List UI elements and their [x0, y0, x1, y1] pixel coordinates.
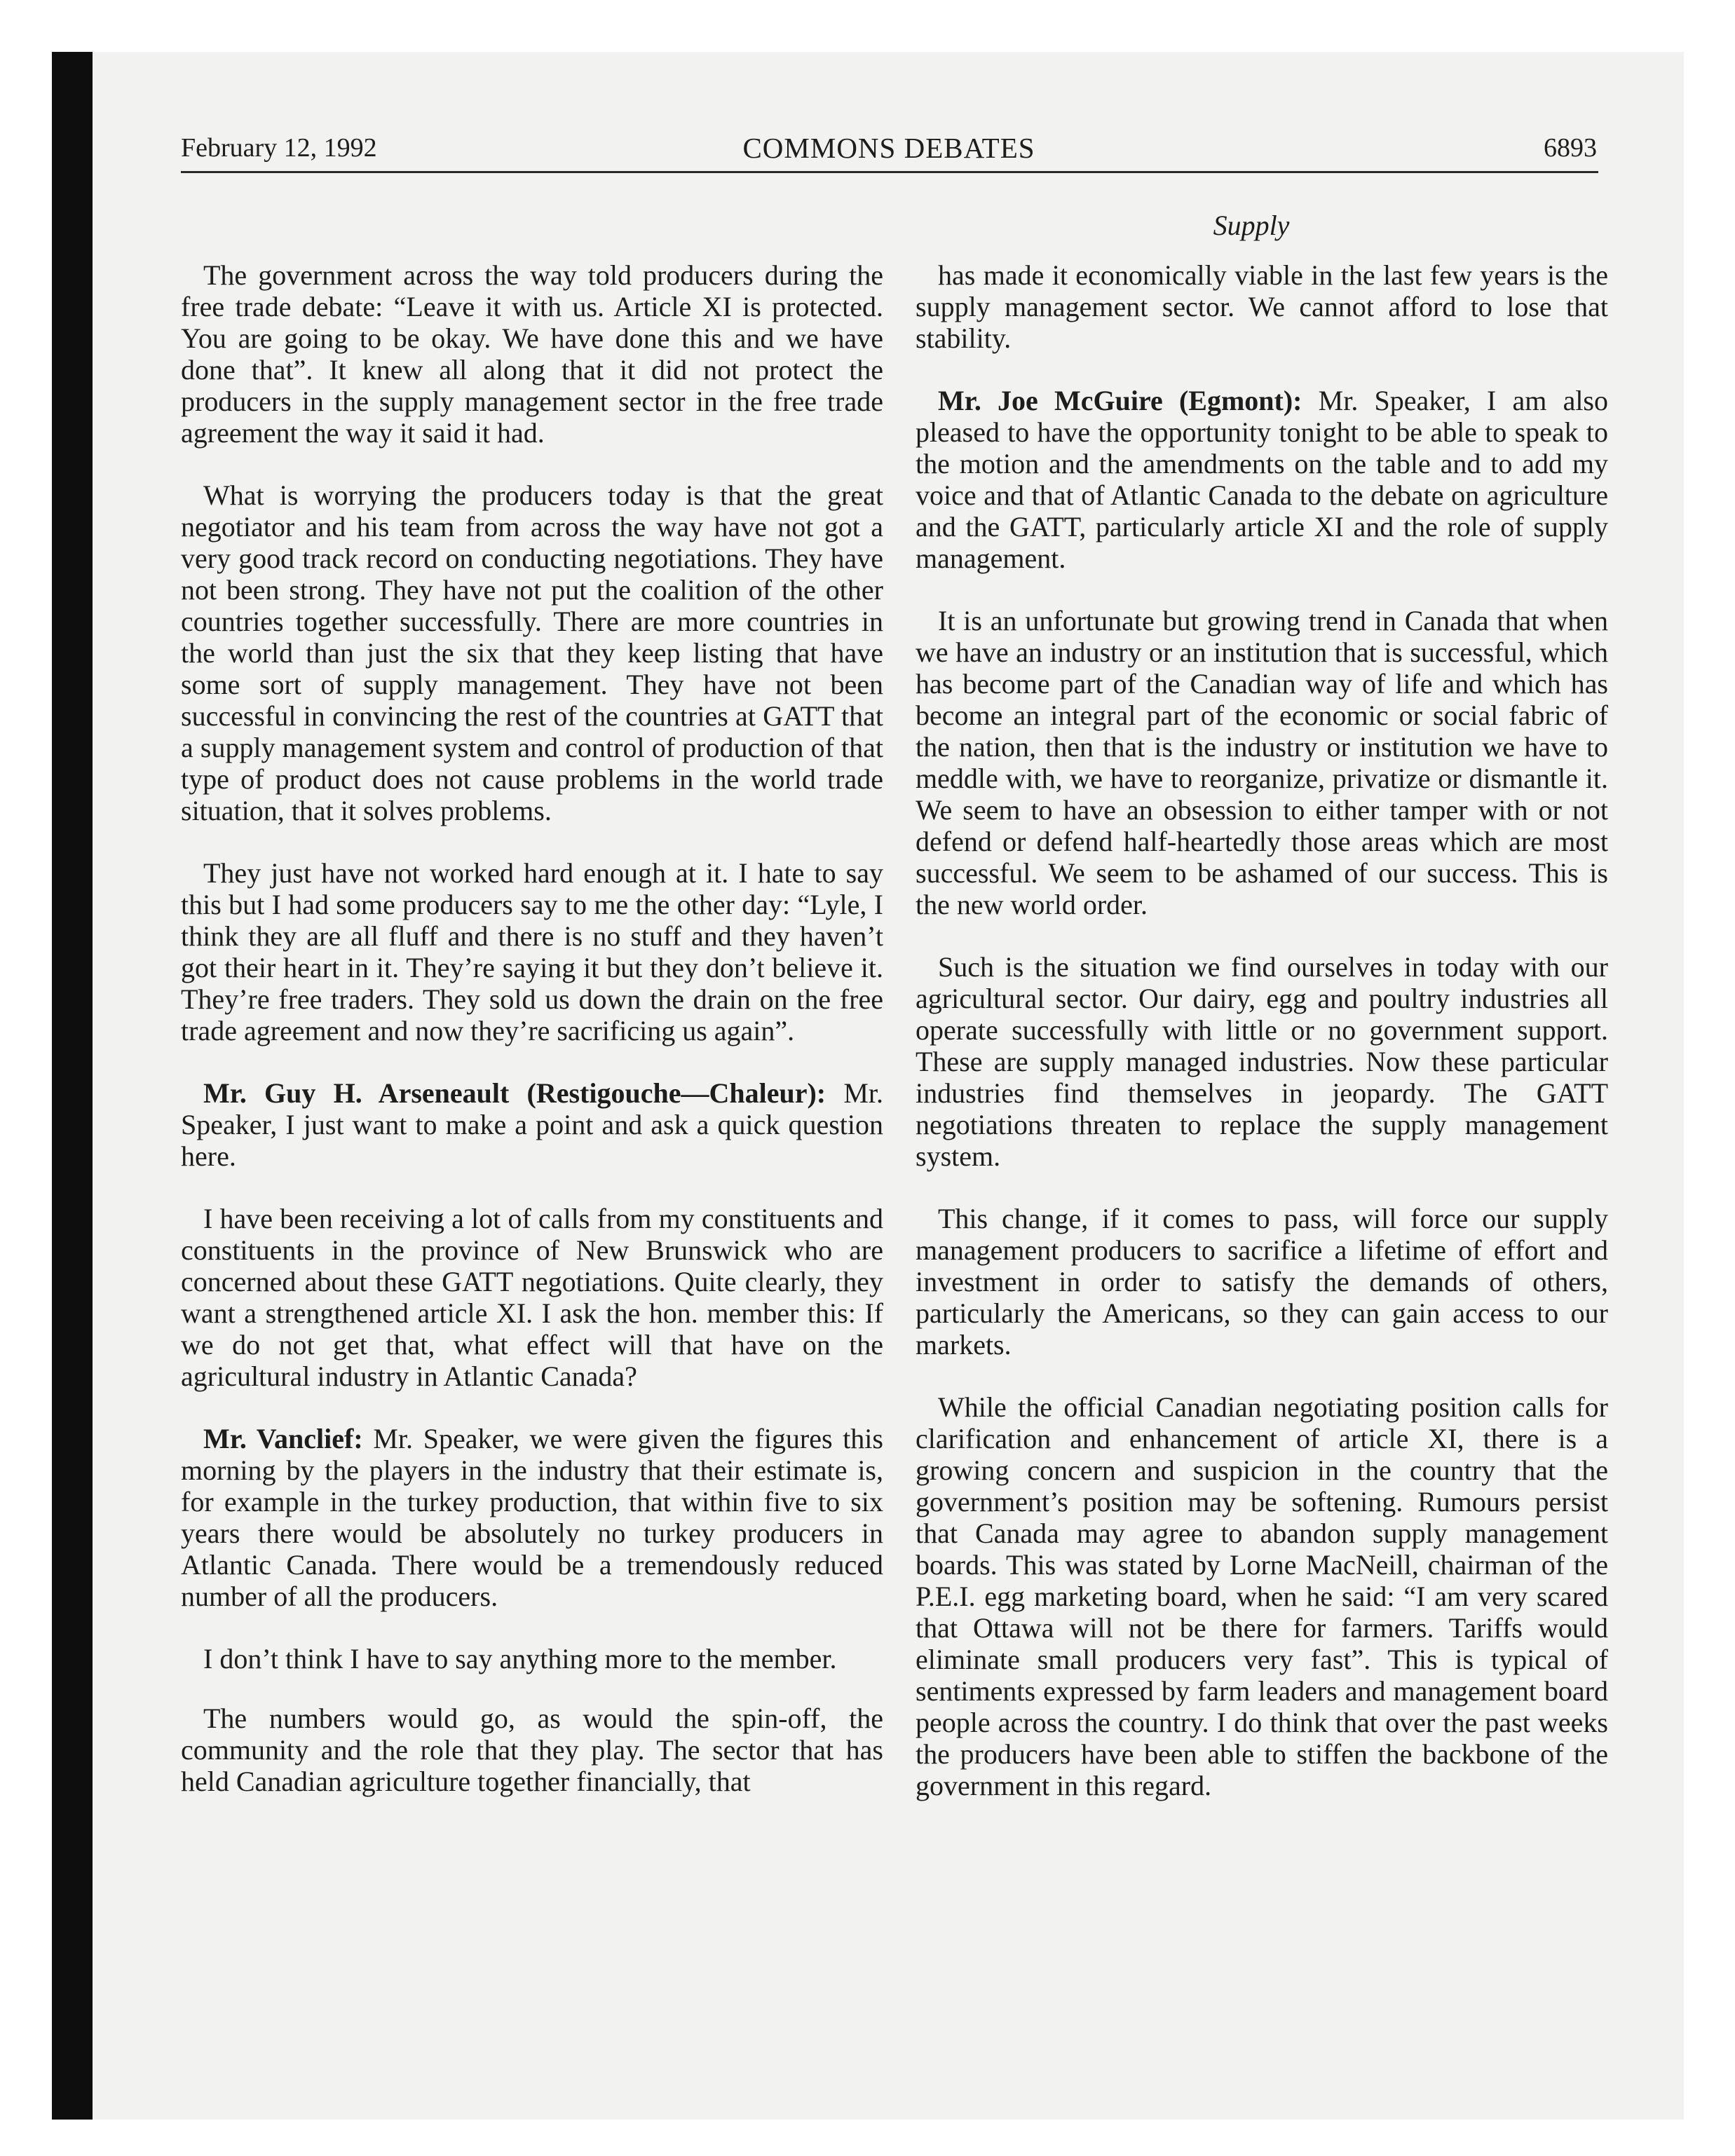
speaker-name: Mr. Vanclief: — [203, 1423, 363, 1454]
paragraph-text: Mr. Speaker, I just want to make a point and ask a quick question here. — [181, 1077, 883, 1172]
left-column — [181, 259, 883, 1828]
paragraph — [916, 951, 1608, 1172]
paragraph-text: The numbers would go, as would the spin-off, the community and the role that they play. The sector that has held Canadian agriculture together financially, that — [181, 1703, 883, 1797]
section-heading: Supply — [1213, 210, 1290, 241]
right-column — [916, 259, 1608, 1832]
paragraph — [181, 479, 883, 826]
paragraph — [181, 1703, 883, 1797]
paragraph — [916, 259, 1608, 354]
paragraph-text: The government across the way told producers during the free trade debate: “Leave it with us. Article XI is protected. You are going to be okay. We have done this and we have done that”. It knew all along that it did not protect the producers in the supply management sector in the free trade agreement the way it said it had. — [181, 259, 883, 449]
paragraph-text: This change, if it comes to pass, will force our supply management producers to sacrifice a lifetime of effort and investment in order to satisfy the demands of others, particularly the Americans, so they can gain access to our markets. — [916, 1203, 1608, 1360]
header-title: COMMONS DEBATES — [742, 132, 1035, 164]
paragraph-text: Such is the situation we find ourselves in today with our agricultural sector. Our dairy, egg and poultry industries all operate successfully with little or no government support. These are supply managed industries. Now these particular industries find themselves in jeopardy. The GATT negotiations threaten to replace the supply management system. — [916, 951, 1608, 1172]
paragraph-text: I don’t think I have to say anything more to the member. — [203, 1643, 837, 1674]
paragraph-text: While the official Canadian negotiating position calls for clarification and enhancement of article XI, there is a growing concern and suspicion in the country that the government’s position may be softening. Rumours persist that Canada may agree to abandon supply management boards. This was stated by Lorne MacNeill, chairman of the P.E.I. egg marketing board, when he said: “I am very scared that Ottawa will not be there for farmers. Tariffs would eliminate small producers very fast”. This is typical of sentiments expressed by farm leaders and management board people across the country. I do think that over the past weeks the producers have been able to stiffen the backbone of the government in this regard. — [916, 1391, 1608, 1801]
binding-edge-shadow — [52, 52, 93, 2120]
speaker-name: Mr. Joe McGuire (Egmont): — [938, 385, 1302, 416]
speaker-name: Mr. Guy H. Arseneault (Restigouche—Chaleur): — [203, 1077, 826, 1109]
paragraph-text: Mr. Speaker, I am also pleased to have the opportunity tonight to be able to speak to the motion and the amendments on the table and to add my voice and that of Atlantic Canada to the debate on agriculture and the GATT, particularly article XI and the role of supply management. — [916, 385, 1608, 574]
paragraph-text: Mr. Speaker, we were given the figures this morning by the players in the industry that their estimate is, for example in the turkey production, that within five to six years there would be absolutely no turkey producers in Atlantic Canada. There would be a tremendously reduced number of all the producers. — [181, 1423, 883, 1612]
paragraph-text: I have been receiving a lot of calls from my constituents and constituents in the province of New Brunswick who are concerned about these GATT negotiations. Quite clearly, they want a strengthened article XI. I ask the hon. member this: If we do not get that, what effect will that have on the agricultural industry in Atlantic Canada? — [181, 1203, 883, 1392]
paragraph — [181, 1203, 883, 1392]
paragraph — [181, 259, 883, 449]
paragraph — [181, 1643, 883, 1674]
page-header — [181, 130, 1597, 172]
paragraph — [916, 605, 1608, 920]
header-date: February 12, 1992 — [181, 133, 377, 163]
paragraph — [916, 1203, 1608, 1360]
paragraph — [916, 1391, 1608, 1801]
page-number: 6893 — [1544, 133, 1597, 163]
paragraph — [181, 857, 883, 1046]
paragraph-text: It is an unfortunate but growing trend in Canada that when we have an industry or an institution that is successful, which has become part of the Canadian way of life and which has become an integral part of the economic or social fabric of the nation, then that is the industry or institution we have to meddle with, we have to reorganize, privatize or dismantle it. We seem to have an obsession to either tamper with or not defend or defend half-heartedly those areas which are most successful. We seem to be ashamed of our success. This is the new world order. — [916, 605, 1608, 920]
paragraph — [181, 1423, 883, 1612]
paragraph-text: What is worrying the producers today is that the great negotiator and his team from across the way have not got a very good track record on conducting negotiations. They have not been strong. They have not put the coalition of the other countries together successfully. There are more countries in the world than just the six that they keep listing that have some sort of supply management. They have not been successful in convincing the rest of the countries at GATT that a supply management system and control of production of that type of product does not cause problems in the world trade situation, that it solves problems. — [181, 479, 883, 826]
header-rule — [181, 171, 1598, 173]
paragraph — [916, 385, 1608, 574]
paragraph — [181, 1077, 883, 1172]
paragraph-text: has made it economically viable in the last few years is the supply management sector. We cannot afford to lose that stability. — [916, 259, 1608, 354]
paragraph-text: They just have not worked hard enough at it. I hate to say this but I had some producers say to me the other day: “Lyle, I think they are all fluff and there is no stuff and they haven’t got their heart in it. They’re saying it but they don’t believe it. They’re free traders. They sold us down the drain on the free trade agreement and now they’re sacrificing us again”. — [181, 857, 883, 1046]
